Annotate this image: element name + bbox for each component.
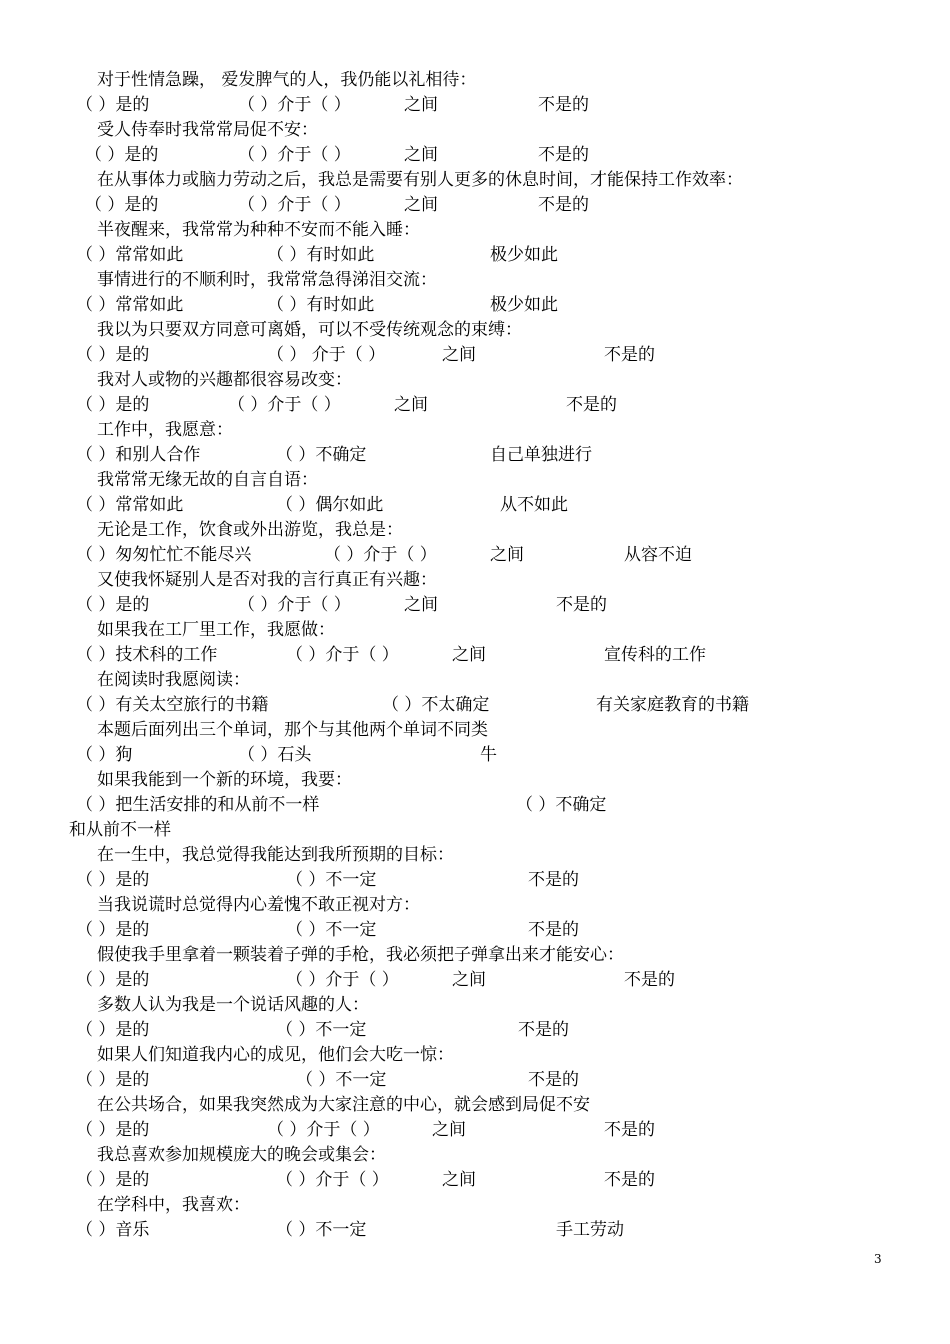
- option-d: 从不如此: [500, 495, 568, 515]
- question-6: 我以为只要双方同意可离婚，可以不受传统观念的束缚：: [97, 320, 522, 340]
- option-a: （ ）常常如此: [76, 495, 184, 515]
- option-b: （ ）不一定: [296, 1070, 387, 1090]
- option-a: （ ）是的: [85, 195, 159, 215]
- option-b: （ ）不一定: [286, 920, 377, 940]
- option-d: 不是的: [528, 1070, 579, 1090]
- question-17: 当我说谎时总觉得内心羞愧不敢正视对方：: [97, 895, 420, 915]
- option-b: （ ）介于（ ）: [238, 195, 351, 215]
- option-c: 之间: [442, 1170, 476, 1190]
- option-d: 极少如此: [490, 245, 558, 265]
- option-d: 不是的: [604, 1170, 655, 1190]
- option-a: （ ）是的: [76, 1020, 150, 1040]
- option-d: 宣传科的工作: [604, 645, 706, 665]
- question-2: 受人侍奉时我常常局促不安：: [97, 120, 318, 140]
- option-b: （ ） 介于（ ）: [267, 345, 386, 365]
- question-21: 在公共场合，如果我突然成为大家注意的中心，就会感到局促不安: [97, 1095, 590, 1115]
- option-c: 之间: [404, 595, 438, 615]
- option-a: （ ）是的: [76, 870, 150, 890]
- option-a: （ ）是的: [85, 145, 159, 165]
- option-c: 之间: [432, 1120, 466, 1140]
- question-20: 如果人们知道我内心的成见，他们会大吃一惊：: [97, 1045, 454, 1065]
- question-4: 半夜醒来，我常常为种种不安而不能入睡：: [97, 220, 420, 240]
- page-number: 3: [874, 1252, 882, 1266]
- option-a: （ ）是的: [76, 595, 150, 615]
- option-d: 有关家庭教育的书籍: [596, 695, 749, 715]
- question-5: 事情进行的不顺利时，我常常急得涕泪交流：: [97, 270, 437, 290]
- option-c: 之间: [490, 545, 524, 565]
- option-a: （ ）是的: [76, 920, 150, 940]
- question-10: 无论是工作，饮食或外出游览，我总是：: [97, 520, 403, 540]
- option-d: 牛: [480, 745, 497, 765]
- option-b: （ ）介于（ ）: [267, 1120, 380, 1140]
- option-a: （ ）是的: [76, 345, 150, 365]
- option-a: （ ）把生活安排的和从前不一样: [76, 795, 320, 815]
- option-d: 不是的: [518, 1020, 569, 1040]
- option-a: （ ）是的: [76, 1170, 150, 1190]
- option-a: （ ）常常如此: [76, 295, 184, 315]
- option-d: 手工劳动: [556, 1220, 624, 1240]
- option-a: （ ）是的: [76, 1120, 150, 1140]
- option-d: 不是的: [604, 345, 655, 365]
- option-b: （ ）不确定: [276, 445, 367, 465]
- option-d: 不是的: [528, 870, 579, 890]
- option-c: 之间: [404, 145, 438, 165]
- question-11: 又使我怀疑别人是否对我的言行真正有兴趣：: [97, 570, 437, 590]
- option-b: （ ）不太确定: [382, 695, 490, 715]
- option-d: 极少如此: [490, 295, 558, 315]
- option-c: 之间: [452, 645, 486, 665]
- option-d: 不是的: [538, 145, 589, 165]
- question-19: 多数人认为我是一个说话风趣的人：: [97, 995, 369, 1015]
- option-b: （ ）不一定: [286, 870, 377, 890]
- option-wrap: 和从前不一样: [69, 820, 171, 840]
- option-b: （ ）介于（ ）: [238, 595, 351, 615]
- option-c: 之间: [394, 395, 428, 415]
- option-c: 之间: [442, 345, 476, 365]
- question-7: 我对人或物的兴趣都很容易改变：: [97, 370, 352, 390]
- question-18: 假使我手里拿着一颗装着子弹的手枪，我必须把子弹拿出来才能安心：: [97, 945, 624, 965]
- question-14: 本题后面列出三个单词，那个与其他两个单词不同类: [97, 720, 488, 740]
- question-23: 在学科中，我喜欢：: [97, 1195, 250, 1215]
- option-d: 不是的: [528, 920, 579, 940]
- option-a: （ ）是的: [76, 395, 150, 415]
- option-d: 不是的: [538, 95, 589, 115]
- option-b: （ ）介于（ ）: [238, 145, 351, 165]
- option-b: （ ）石头: [238, 745, 312, 765]
- option-b: （ ）偶尔如此: [276, 495, 384, 515]
- option-a: （ ）有关太空旅行的书籍: [76, 695, 269, 715]
- question-9: 我常常无缘无故的自言自语：: [97, 470, 318, 490]
- question-15: 如果我能到一个新的环境，我要：: [97, 770, 352, 790]
- option-b: （ ）介于（ ）: [238, 95, 351, 115]
- option-d: 自己单独进行: [490, 445, 592, 465]
- question-1: 对于性情急躁， 爱发脾气的人，我仍能以礼相待：: [97, 70, 477, 90]
- option-c: 之间: [404, 195, 438, 215]
- option-b: （ ）介于（ ）: [276, 1170, 389, 1190]
- option-b: （ ）介于（ ）: [228, 395, 341, 415]
- option-b: （ ）有时如此: [267, 295, 375, 315]
- option-b: （ ）不一定: [276, 1220, 367, 1240]
- option-d: 不是的: [624, 970, 675, 990]
- option-b: （ ）不确定: [516, 795, 607, 815]
- option-a: （ ）是的: [76, 970, 150, 990]
- option-a: （ ）和别人合作: [76, 445, 201, 465]
- option-a: （ ）匆匆忙忙不能尽兴: [76, 545, 252, 565]
- option-c: 之间: [404, 95, 438, 115]
- option-d: 不是的: [556, 595, 607, 615]
- option-b: （ ）介于（ ）: [324, 545, 437, 565]
- option-a: （ ）是的: [76, 95, 150, 115]
- question-8: 工作中，我愿意：: [97, 420, 233, 440]
- question-13: 在阅读时我愿阅读：: [97, 670, 250, 690]
- option-a: （ ）常常如此: [76, 245, 184, 265]
- option-a: （ ）音乐: [76, 1220, 150, 1240]
- option-b: （ ）有时如此: [267, 245, 375, 265]
- question-16: 在一生中，我总觉得我能达到我所预期的目标：: [97, 845, 454, 865]
- option-c: 之间: [452, 970, 486, 990]
- option-d: 从容不迫: [624, 545, 692, 565]
- option-b: （ ）介于（ ）: [286, 970, 399, 990]
- question-3: 在从事体力或脑力劳动之后，我总是需要有别人更多的休息时间，才能保持工作效率：: [97, 170, 743, 190]
- question-12: 如果我在工厂里工作，我愿做：: [97, 620, 335, 640]
- option-b: （ ）不一定: [276, 1020, 367, 1040]
- option-a: （ ）是的: [76, 1070, 150, 1090]
- option-b: （ ）介于（ ）: [286, 645, 399, 665]
- option-a: （ ）技术科的工作: [76, 645, 218, 665]
- option-a: （ ）狗: [76, 745, 133, 765]
- option-d: 不是的: [566, 395, 617, 415]
- option-d: 不是的: [604, 1120, 655, 1140]
- question-22: 我总喜欢参加规模庞大的晚会或集会：: [97, 1145, 386, 1165]
- option-d: 不是的: [538, 195, 589, 215]
